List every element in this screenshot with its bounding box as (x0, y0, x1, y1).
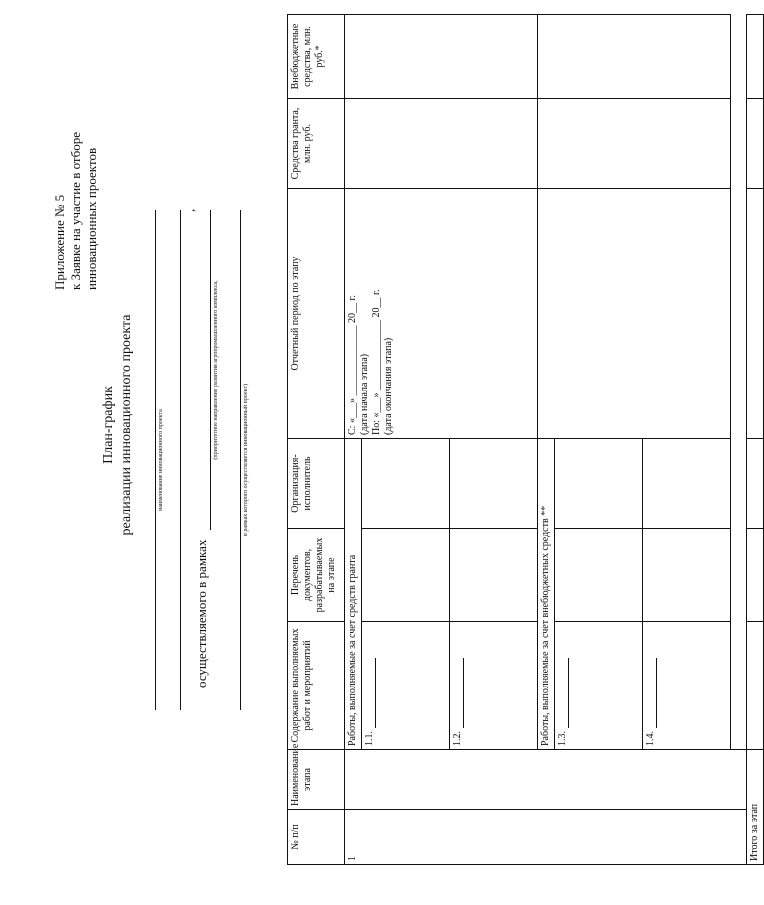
organization-cell (362, 439, 450, 529)
within-caption: в рамках которого осуществляется инновационный проект) (243, 384, 249, 536)
work-item: 1.1. (362, 622, 450, 750)
project-name-line (155, 210, 156, 710)
documents-cell (643, 529, 731, 622)
work-item: 1.2. (450, 622, 538, 750)
col-work-content: Содержание выполняемых работ и мероприятий (288, 622, 345, 750)
grant-funds-cell-2 (538, 99, 731, 189)
grant-section-row (345, 15, 362, 865)
appendix-line3: инновационных проектов (84, 147, 99, 290)
within-line (240, 210, 241, 710)
total-label: Итого за этап (747, 750, 764, 865)
grant-funds-cell (345, 99, 538, 189)
implemented-in-label: осуществляемого в рамках (194, 539, 209, 688)
appendix-header (52, 10, 100, 290)
extra-funds-cell-2 (538, 15, 731, 99)
project-name-caption: наименование инновационного проекта (158, 409, 164, 511)
appendix-line2: к Заявке на участие в отборе (68, 132, 83, 290)
period-to: По: «___» ______________ 20__ г. (371, 289, 382, 435)
document-title (100, 275, 136, 575)
grant-works-label: Работы, выполняемые за счет средств гранта (345, 439, 362, 750)
period-from: С: «___» ______________ 20__ г. (347, 295, 358, 435)
documents-cell (362, 529, 450, 622)
extra-funds-cell (345, 15, 538, 99)
row-number: 1 (345, 810, 747, 865)
period-from-note: (дата начала этапа) (359, 353, 370, 435)
work-item: 1.4. (643, 622, 731, 750)
title-line2: реализации инновационного проекта (119, 314, 134, 536)
comma: , (182, 208, 197, 212)
work-item: 1.3. (555, 622, 643, 750)
organization-cell (555, 439, 643, 529)
period-cell-2 (538, 189, 731, 439)
col-grant-funds: Средства гранта, млн. руб. (288, 99, 345, 189)
col-organization: Организация-исполнитель (288, 439, 345, 529)
extra-section-row (538, 15, 555, 865)
col-extra-funds: Внебюджетные средства, млн. руб.* (288, 15, 345, 99)
col-documents: Перечень документов, разрабатываемых на этапе (288, 529, 345, 622)
blank-line (180, 210, 181, 710)
priority-line (210, 210, 211, 530)
total-row (747, 15, 764, 865)
priority-caption: (приоритетное направление развития агропромышленного комплекса, (213, 280, 219, 460)
col-number: № п/п (288, 810, 345, 865)
spacer-row (731, 15, 747, 865)
title-line1: План-график (101, 386, 116, 464)
plan-table (287, 14, 764, 865)
col-stage-name: Наименование этапа (288, 750, 345, 810)
period-to-note: (дата окончания этапа) (383, 337, 394, 435)
header-row (288, 15, 345, 865)
organization-cell (643, 439, 731, 529)
documents-cell (450, 529, 538, 622)
documents-cell (555, 529, 643, 622)
stage-name-cell (345, 750, 747, 810)
col-period: Отчетный период по этапу (288, 189, 345, 439)
organization-cell (450, 439, 538, 529)
period-cell (345, 189, 538, 439)
appendix-number: Приложение № 5 (52, 194, 67, 290)
extra-works-label: Работы, выполняемые за счет внебюджетных средств ** (538, 439, 555, 750)
